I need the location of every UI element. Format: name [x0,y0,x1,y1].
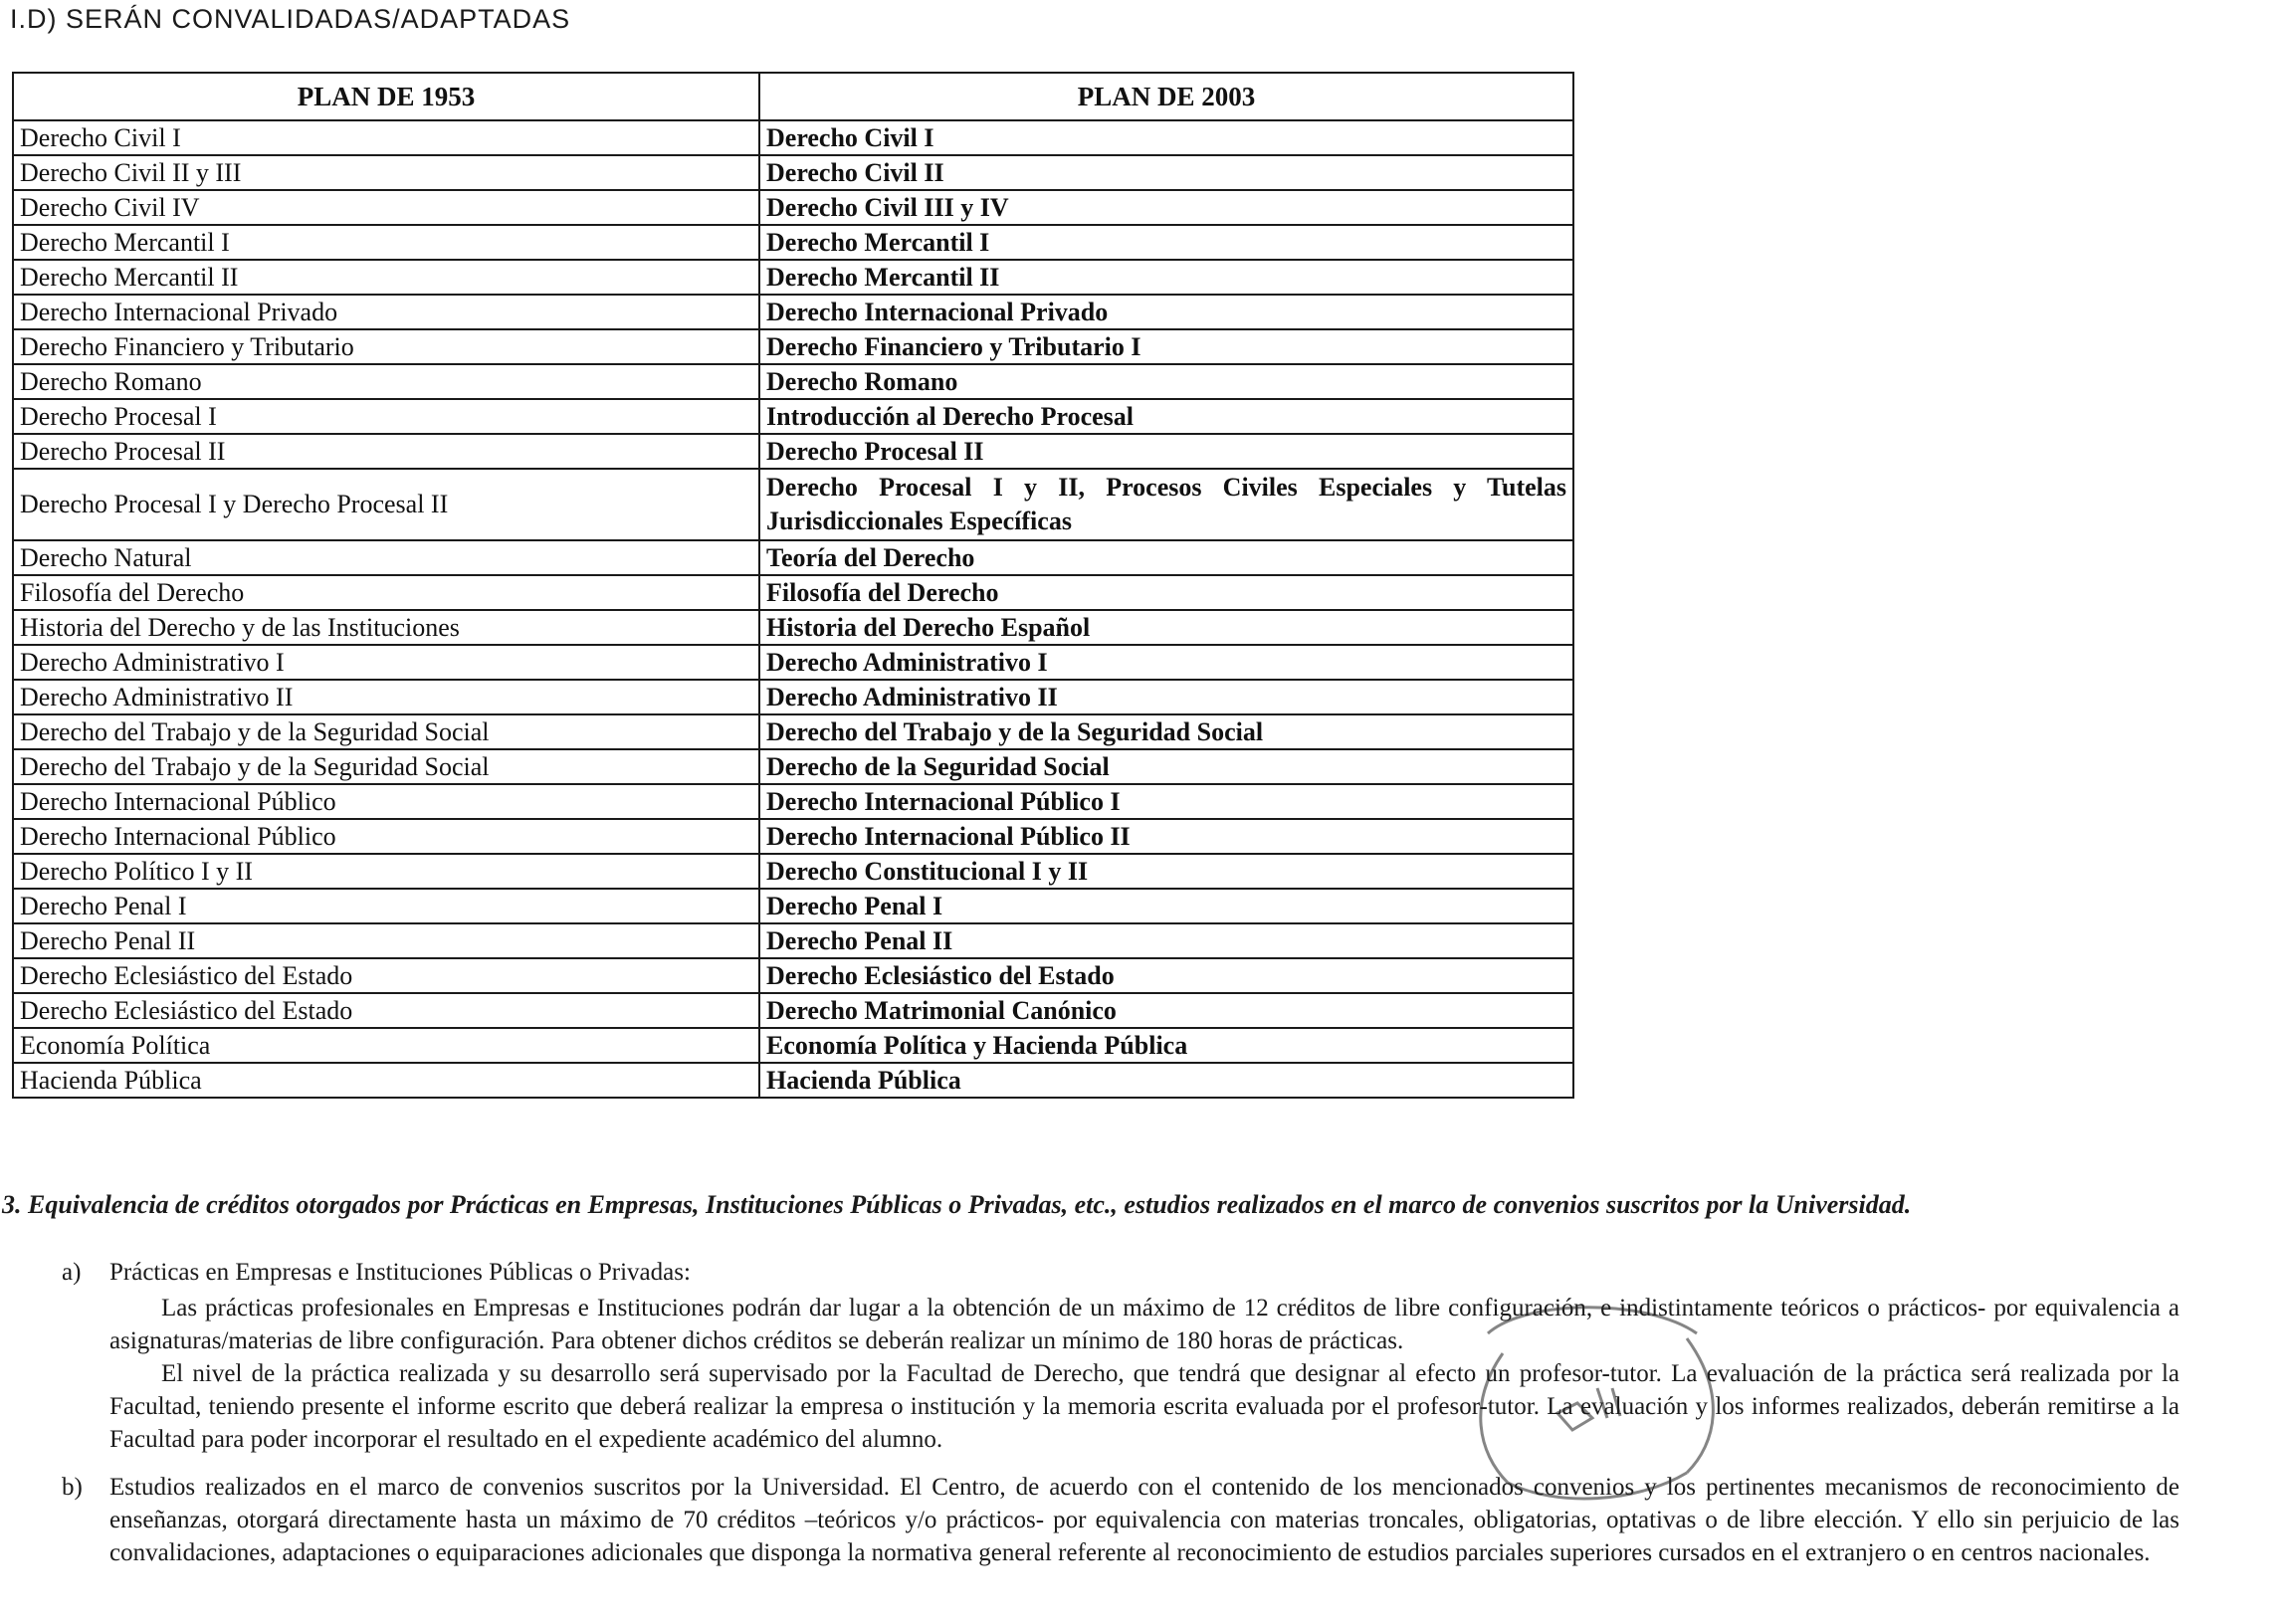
cell-plan-1953: Derecho Romano [13,364,759,399]
table-row [13,364,1573,399]
table-row [13,854,1573,889]
table-row [13,190,1573,225]
cell-plan-2003: Derecho Internacional Público II [759,819,1573,854]
cell-plan-1953: Derecho Administrativo I [13,645,759,680]
table-row [13,645,1573,680]
cell-plan-1953: Derecho Internacional Público [13,784,759,819]
cell-plan-1953: Derecho Civil II y III [13,155,759,190]
cell-plan-2003: Derecho Procesal I y II, Procesos Civiles Especiales y Tutelas Jurisdiccionales Específicas [759,469,1573,540]
cell-plan-1953: Derecho Penal II [13,923,759,958]
cell-plan-2003: Derecho Civil I [759,120,1573,155]
cell-plan-2003: Economía Política y Hacienda Pública [759,1028,1573,1063]
table-row [13,610,1573,645]
table-row [13,225,1573,260]
cell-plan-1953: Derecho Natural [13,540,759,575]
header-plan-1953: PLAN DE 1953 [13,73,759,120]
section-3-heading: 3. Equivalencia de créditos otorgados por Prácticas en Empresas, Instituciones Públicas o Privadas, etc., estudios realizados en el marco de convenios suscritos por la Universidad. [2,1190,1912,1219]
table-row [13,1063,1573,1098]
cell-plan-2003: Derecho Procesal II [759,434,1573,469]
cell-plan-1953: Historia del Derecho y de las Instituciones [13,610,759,645]
table-row [13,260,1573,295]
cell-plan-2003: Derecho Constitucional I y II [759,854,1573,889]
cell-plan-1953: Derecho Procesal I y Derecho Procesal II [13,469,759,540]
item-a-title: Prácticas en Empresas e Instituciones Públicas o Privadas: [109,1259,691,1286]
table-row [13,120,1573,155]
item-a-paragraph-2: El nivel de la práctica realizada y su desarrollo será supervisado por la Facultad de Derecho, que tendrá que designar al efecto un profesor-tutor. La evaluación de la práctica será realizada por la Facultad, teniendo presente el informe escrito que deberá realizar la empresa o institución y la memoria escrita evaluada por el profesor-tutor. La evaluación y los informes realizados, deberán remitirse a la Facultad para poder incorporar el resultado en el expediente académico del alumno. [109,1360,2179,1453]
cell-plan-1953: Derecho Político I y II [13,854,759,889]
table-row [13,295,1573,329]
cell-plan-2003: Teoría del Derecho [759,540,1573,575]
cell-plan-2003: Derecho de la Seguridad Social [759,749,1573,784]
table-row [13,819,1573,854]
cell-plan-2003: Derecho del Trabajo y de la Seguridad Social [759,714,1573,749]
cell-plan-2003: Derecho Internacional Público I [759,784,1573,819]
cell-plan-2003: Derecho Mercantil I [759,225,1573,260]
cell-plan-1953: Derecho Eclesiástico del Estado [13,958,759,993]
cell-plan-1953: Derecho Eclesiástico del Estado [13,993,759,1028]
cell-plan-1953: Filosofía del Derecho [13,575,759,610]
table-row [13,889,1573,923]
cell-plan-2003: Derecho Administrativo II [759,680,1573,714]
cell-plan-1953: Derecho del Trabajo y de la Seguridad Social [13,749,759,784]
cell-plan-1953: Derecho Procesal II [13,434,759,469]
table-row [13,958,1573,993]
cell-plan-1953: Hacienda Pública [13,1063,759,1098]
cell-plan-2003: Filosofía del Derecho [759,575,1573,610]
header-plan-2003: PLAN DE 2003 [759,73,1573,120]
cell-plan-1953: Derecho Mercantil II [13,260,759,295]
table-row [13,329,1573,364]
cell-plan-2003: Derecho Administrativo I [759,645,1573,680]
cell-plan-2003: Introducción al Derecho Procesal [759,399,1573,434]
table-row [13,749,1573,784]
cell-plan-2003: Derecho Financiero y Tributario I [759,329,1573,364]
cell-plan-2003: Derecho Internacional Privado [759,295,1573,329]
table-row [13,399,1573,434]
cell-plan-2003: Derecho Romano [759,364,1573,399]
table-row [13,469,1573,540]
table-row [13,155,1573,190]
cell-plan-1953: Derecho Penal I [13,889,759,923]
cell-plan-2003: Derecho Penal II [759,923,1573,958]
table-row [13,784,1573,819]
cell-plan-2003: Derecho Matrimonial Canónico [759,993,1573,1028]
official-seal-stamp [1448,1294,1737,1513]
table-row [13,575,1573,610]
table-row [13,714,1573,749]
cell-plan-1953: Derecho Civil IV [13,190,759,225]
equivalence-table [12,72,1574,1099]
cell-plan-1953: Derecho Mercantil I [13,225,759,260]
cell-plan-2003: Derecho Civil III y IV [759,190,1573,225]
cell-plan-1953: Derecho del Trabajo y de la Seguridad Social [13,714,759,749]
cell-plan-1953: Derecho Procesal I [13,399,759,434]
cell-plan-1953: Economía Política [13,1028,759,1063]
cell-plan-1953: Derecho Civil I [13,120,759,155]
cell-plan-1953: Derecho Internacional Privado [13,295,759,329]
table-row [13,680,1573,714]
cell-plan-1953: Derecho Administrativo II [13,680,759,714]
table-row [13,923,1573,958]
cell-plan-2003: Derecho Mercantil II [759,260,1573,295]
table-row [13,540,1573,575]
cell-plan-2003: Derecho Civil II [759,155,1573,190]
item-a-paragraph-1: Las prácticas profesionales en Empresas e Instituciones podrán dar lugar a la obtención de un máximo de 12 créditos de libre configuración, e indistintamente teóricos o prácticos- por equivalencia a asignaturas/materias de libre configuración. Para obtener dichos créditos se deberán realizar un mínimo de 180 horas de prácticas. [109,1295,2179,1354]
item-b-label: b) [62,1474,83,1501]
table-row [13,1028,1573,1063]
cell-plan-1953: Derecho Internacional Público [13,819,759,854]
section-title: I.D) SERÁN CONVALIDADAS/ADAPTADAS [10,4,571,34]
cell-plan-2003: Hacienda Pública [759,1063,1573,1098]
cell-plan-2003: Derecho Penal I [759,889,1573,923]
table-header-row [13,73,1573,120]
table-row [13,434,1573,469]
cell-plan-1953: Derecho Financiero y Tributario [13,329,759,364]
item-a-label: a) [62,1259,82,1286]
item-b-paragraph: Estudios realizados en el marco de convenios suscritos por la Universidad. El Centro, de acuerdo con el contenido de los mencionados convenios y los pertinentes mecanismos de reconocimiento de enseñanzas, otorgará directamente hasta un máximo de 70 créditos –teóricos y/o prácticos- por equivalencia con materias troncales, obligatorias, optativas o de libre elección. Y ello sin perjuicio de las convalidaciones, adaptaciones o equiparaciones adicionales que disponga la normativa general referente al reconocimiento de estudios parciales superiores cursados en el extranjero o en centros nacionales. [109,1474,2179,1566]
table-row [13,993,1573,1028]
cell-plan-2003: Historia del Derecho Español [759,610,1573,645]
cell-plan-2003: Derecho Eclesiástico del Estado [759,958,1573,993]
item-a-body [109,1292,2179,1456]
